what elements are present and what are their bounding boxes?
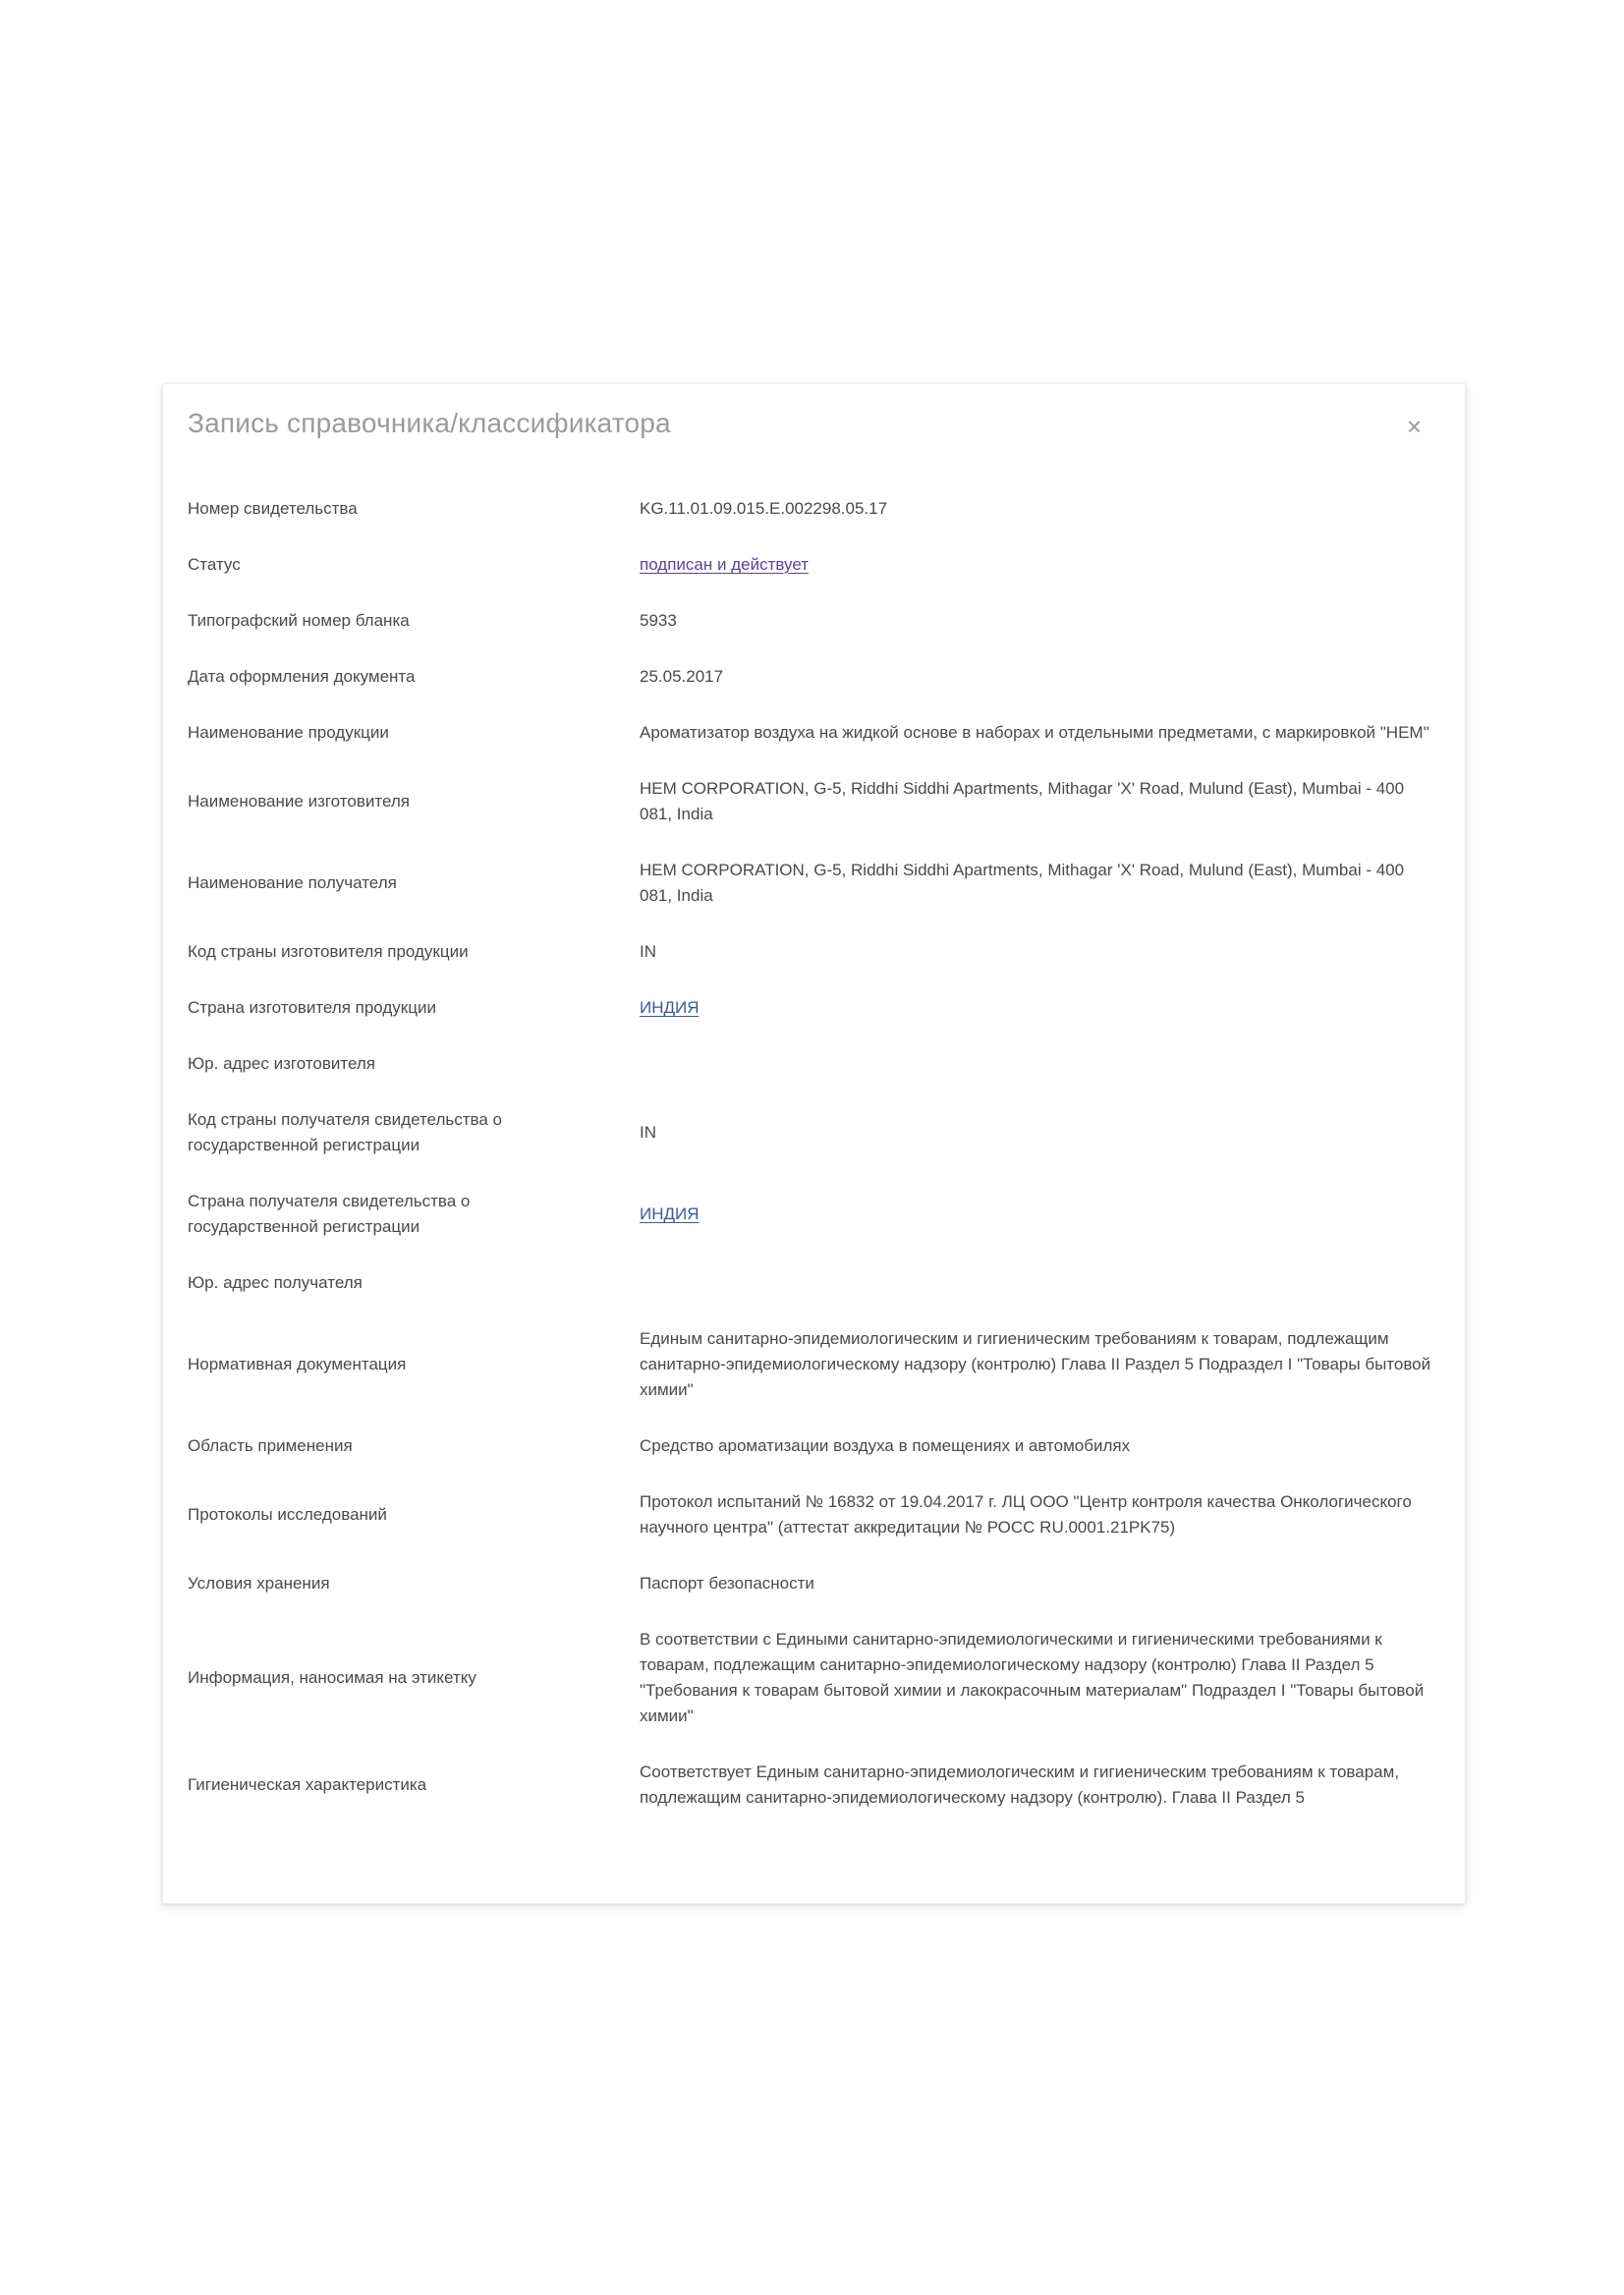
field-value: Ароматизатор воздуха на жидкой основе в наборах и отдельными предметами, с маркировкой "HEM" — [640, 723, 1429, 742]
row-recipient-country — [188, 1189, 1437, 1240]
record-fields — [188, 496, 1437, 1811]
field-label: Наименование продукции — [188, 723, 389, 742]
close-icon: × — [1406, 412, 1422, 441]
field-label: Юр. адрес получателя — [188, 1273, 363, 1292]
field-value: HEM CORPORATION, G-5, Riddhi Siddhi Apartments, Mithagar 'X' Road, Mulund (East), Mumbai - 400 081, India — [640, 779, 1405, 823]
field-value: 5933 — [640, 611, 677, 630]
row-hygienic-characteristic — [188, 1760, 1437, 1811]
row-manufacturer-country — [188, 995, 1437, 1021]
dialog-title: Запись справочника/классификатора — [188, 408, 671, 438]
field-label: Наименование получателя — [188, 873, 397, 892]
row-blank-number — [188, 608, 1437, 634]
field-label: Страна получателя свидетельства о государственной регистрации — [188, 1192, 471, 1236]
row-storage-conditions — [188, 1571, 1437, 1596]
row-label-information — [188, 1627, 1437, 1729]
field-label: Юр. адрес изготовителя — [188, 1054, 375, 1073]
row-manufacturer-country-code — [188, 939, 1437, 965]
field-label: Условия хранения — [188, 1574, 330, 1593]
row-status — [188, 552, 1437, 578]
field-value: IN — [640, 942, 656, 961]
field-value: IN — [640, 1123, 656, 1142]
field-value: Единым санитарно-эпидемиологическим и гигиеническим требованиям к товарам, подлежащим санитарно-эпидемиологическому надзору (контролю) Глава II Раздел 5 Подраздел I "Товары бытовой химии" — [640, 1329, 1431, 1399]
field-label: Страна изготовителя продукции — [188, 998, 436, 1017]
row-recipient-legal-address — [188, 1270, 1437, 1296]
field-label: Гигиеническая характеристика — [188, 1775, 427, 1794]
country-link[interactable]: ИНДИЯ — [640, 1204, 700, 1223]
field-label: Протоколы исследований — [188, 1505, 387, 1524]
status-link[interactable]: подписан и действует — [640, 555, 809, 574]
row-product-name — [188, 720, 1437, 746]
field-label: Типографский номер бланка — [188, 611, 410, 630]
field-value: 25.05.2017 — [640, 667, 724, 686]
field-value — [640, 552, 1437, 578]
row-normative-documentation — [188, 1326, 1437, 1403]
field-value: Средство ароматизации воздуха в помещениях и автомобилях — [640, 1436, 1131, 1455]
field-value — [640, 1202, 1437, 1227]
row-manufacturer-name — [188, 776, 1437, 827]
field-label: Статус — [188, 555, 241, 574]
field-label: Код страны изготовителя продукции — [188, 942, 469, 961]
field-value: В соответствии с Едиными санитарно-эпидемиологическими и гигиеническими требованиями к товарам, подлежащим санитарно-эпидемиологическому надзору (контролю) Глава II Раздел 5 "Требования к товарам бытовой химии и лакокрасочным материалам" Подраздел I "Товары бытовой химии" — [640, 1630, 1425, 1725]
row-recipient-country-code — [188, 1107, 1437, 1158]
field-label: Код страны получателя свидетельства о государственной регистрации — [188, 1110, 502, 1154]
row-document-date — [188, 664, 1437, 690]
country-link[interactable]: ИНДИЯ — [640, 998, 700, 1017]
field-value: Соответствует Единым санитарно-эпидемиологическим и гигиеническим требованиям к товарам, подлежащим санитарно-эпидемиологическому надзору (контролю). Глава II Раздел 5 — [640, 1763, 1400, 1807]
field-value: Паспорт безопасности — [640, 1574, 814, 1593]
field-value: HEM CORPORATION, G-5, Riddhi Siddhi Apartments, Mithagar 'X' Road, Mulund (East), Mumbai - 400 081, India — [640, 861, 1405, 905]
field-label: Информация, наносимая на этикетку — [188, 1668, 476, 1687]
dialog-header — [188, 408, 1437, 445]
field-label: Наименование изготовителя — [188, 792, 410, 811]
field-value: Протокол испытаний № 16832 от 19.04.2017 г. ЛЦ ООО "Центр контроля качества Онкологического научного центра" (аттестат аккредитации № РОСС RU.0001.21PK75) — [640, 1492, 1412, 1537]
field-value — [640, 995, 1437, 1021]
close-button[interactable] — [1401, 408, 1437, 445]
row-certificate-number — [188, 496, 1437, 522]
field-label: Номер свидетельства — [188, 499, 358, 518]
field-label: Область применения — [188, 1436, 353, 1455]
row-research-protocols — [188, 1489, 1437, 1540]
row-manufacturer-legal-address — [188, 1051, 1437, 1077]
field-value: KG.11.01.09.015.E.002298.05.17 — [640, 499, 888, 518]
row-application-area — [188, 1433, 1437, 1459]
dictionary-record-dialog — [162, 383, 1466, 1904]
field-label: Дата оформления документа — [188, 667, 416, 686]
field-label: Нормативная документация — [188, 1355, 407, 1373]
row-recipient-name — [188, 858, 1437, 909]
